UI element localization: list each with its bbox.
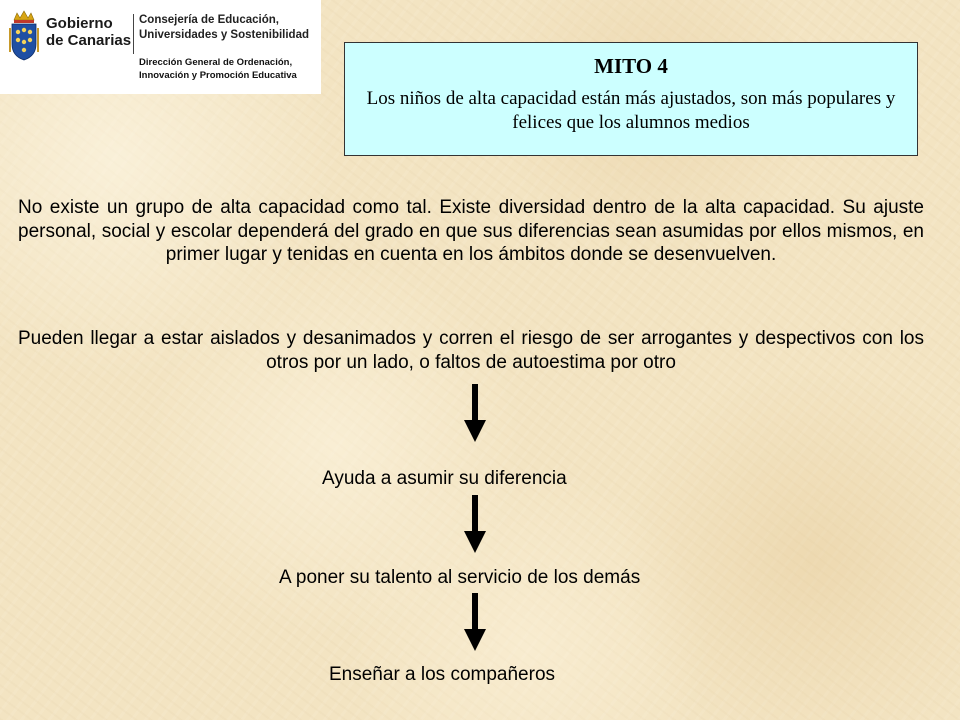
coat-of-arms-icon [8,10,40,62]
body-paragraph-2: Pueden llegar a estar aislados y desanimados y corren el riesgo de ser arrogantes y despectivos con los otros por un lado, o faltos de autoestima por otro [18,328,924,373]
body-paragraph-1: No existe un grupo de alta capacidad como tal. Existe diversidad dentro de la alta capacidad. Su ajuste personal, social y escolar dependerá del grado en que sus diferencias sean asumidas por ellos mismos, en primer lugar y tenidas en cuenta en los ámbitos donde se desenvuelven. [18,197,924,265]
down-arrow-icon [464,593,486,651]
direccion-name [139,56,297,82]
consejeria-line2: Universidades y Sostenibilidad [139,29,309,41]
org-name-line1: Gobierno [46,15,113,32]
myth-box [344,42,918,156]
down-arrow-icon [464,384,486,442]
myth-statement: Los niños de alta capacidad están más ajustados, son más populares y felices que los alumnos medios [366,88,896,133]
myth-title: MITO 4 [594,54,668,78]
consejeria-name [139,13,309,43]
direccion-line2: Innovación y Promoción Educativa [139,70,297,81]
flow-step-3: Enseñar a los compañeros [329,664,556,685]
down-arrow-icon [464,495,486,553]
organization-name [46,15,131,49]
flow-step-1: Ayuda a asumir su diferencia [322,468,567,489]
consejeria-line1: Consejería de Educación, [139,14,279,26]
org-name-line2: de Canarias [46,32,132,49]
header-logo [0,0,321,94]
flow-step-2: A poner su talento al servicio de los demás [279,567,641,588]
direccion-line1: Dirección General de Ordenación, [139,57,293,68]
logo-divider [133,14,134,54]
